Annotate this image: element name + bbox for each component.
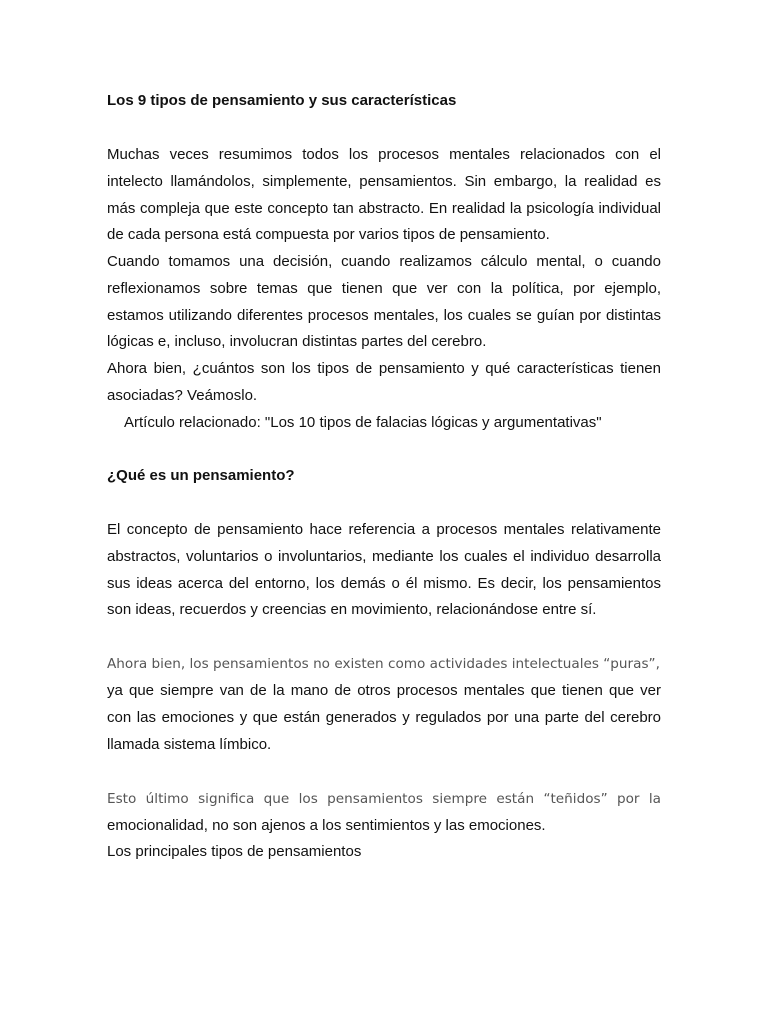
paragraph-line: con las emociones y que están generados y regulados por una parte del cerebro bbox=[107, 709, 661, 726]
paragraph-line: llamada sistema límbico. bbox=[107, 736, 272, 753]
paragraph-line: estamos utilizando diferentes procesos mentales, los cuales se guían por distintas bbox=[107, 307, 661, 324]
paragraph-line: asociadas? Veámoslo. bbox=[107, 387, 258, 404]
section-heading: ¿Qué es un pensamiento? bbox=[107, 467, 295, 484]
paragraph-line: más compleja que este concepto tan abstracto. En realidad la psicología individual bbox=[107, 200, 661, 217]
paragraph-line: de cada persona está compuesta por varios tipos de pensamiento. bbox=[107, 226, 550, 243]
paragraph-line: intelecto llamándolos, simplemente, pensamientos. Sin embargo, la realidad es bbox=[107, 173, 661, 190]
related-article-link[interactable]: Artículo relacionado: "Los 10 tipos de falacias lógicas y argumentativas" bbox=[124, 414, 602, 431]
paragraph-line: Muchas veces resumimos todos los procesos mentales relacionados con el bbox=[107, 146, 661, 163]
paragraph-line: Cuando tomamos una decisión, cuando realizamos cálculo mental, o cuando bbox=[107, 253, 661, 270]
paragraph-line: Ahora bien, ¿cuántos son los tipos de pensamiento y qué características tienen bbox=[107, 360, 661, 377]
paragraph-line: Esto último significa que los pensamientos siempre están “teñidos” por la bbox=[107, 791, 661, 807]
paragraph-line: sus ideas acerca del entorno, los demás o él mismo. Es decir, los pensamientos bbox=[107, 575, 661, 592]
paragraph-line: reflexionamos sobre temas que tienen que ver con la política, por ejemplo, bbox=[107, 280, 661, 297]
paragraph-line: ya que siempre van de la mano de otros procesos mentales que tienen que ver bbox=[107, 682, 661, 699]
paragraph-line: son ideas, recuerdos y creencias en movimiento, relacionándose entre sí. bbox=[107, 601, 597, 618]
document-title: Los 9 tipos de pensamiento y sus características bbox=[107, 92, 457, 109]
paragraph-line: El concepto de pensamiento hace referencia a procesos mentales relativamente bbox=[107, 521, 661, 538]
paragraph-line: lógicas e, incluso, involucran distintas partes del cerebro. bbox=[107, 333, 487, 350]
paragraph-line: emocionalidad, no son ajenos a los sentimientos y las emociones. bbox=[107, 817, 546, 834]
paragraph-line: Ahora bien, los pensamientos no existen como actividades intelectuales “puras”, bbox=[107, 656, 660, 672]
subsection-heading: Los principales tipos de pensamientos bbox=[107, 843, 362, 860]
paragraph-line: abstractos, voluntarios o involuntarios, mediante los cuales el individuo desarrolla bbox=[107, 548, 661, 565]
